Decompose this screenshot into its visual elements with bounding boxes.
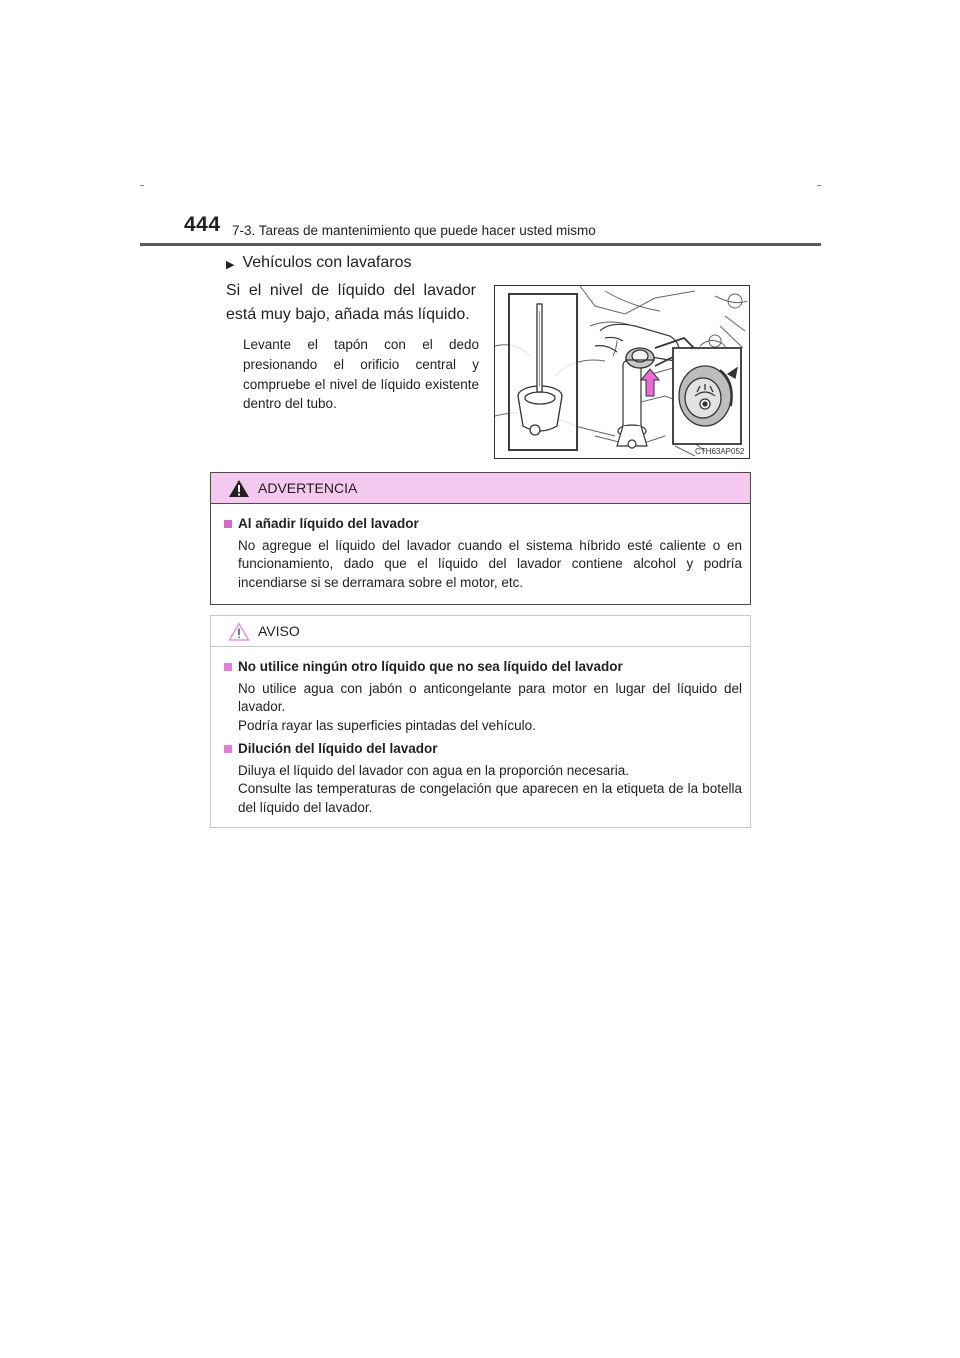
warning-title: ADVERTENCIA [258,480,358,496]
notice-item-line: Podría rayar las superficies pintadas del vehículo. [238,717,536,733]
square-bullet-icon [224,663,232,671]
vehicle-heading-text: Vehículos con lavafaros [242,254,412,271]
notice-item-title-text: Dilución del líquido del lavador [238,741,438,756]
notice-title: AVISO [258,623,300,639]
notice-item-text [224,680,742,736]
header-rule [140,243,821,246]
notice-item-title-text: No utilice ningún otro líquido que no sea líquido del lavador [238,659,623,674]
crop-mark-right [817,185,821,186]
notice-item-title [224,740,742,759]
page-number: 444 [184,213,221,236]
warning-body [211,504,750,592]
notice-item-line: Diluya el líquido del lavador con agua en la proporción necesaria. [238,762,629,778]
notice-item-line: Consulte las temperaturas de congelación que aparecen en la etiqueta de la botella del líquido del lavador. [238,781,742,815]
caution-icon [228,622,250,641]
instruction-paragraph: Levante el tapón con el dedo presionando el orificio central y compruebe el nivel de líquido existente dentro del tubo. [243,337,479,412]
washer-fluid-illustration [494,285,750,459]
notice-item-text [224,762,742,818]
square-bullet-icon [224,745,232,753]
triangle-bullet-icon: ▶ [226,258,235,271]
intro-paragraph: Si el nivel de líquido del lavador está muy bajo, añada más líquido. [226,282,476,323]
notice-body [211,647,750,817]
warning-box [210,472,751,605]
notice-item-line: No utilice agua con jabón o anticongelante para motor en lugar del líquido del lavador. [238,680,742,714]
notice-box [210,615,751,828]
square-bullet-icon [224,520,232,528]
notice-item-title [224,658,742,677]
figure-code: CTH63AP052 [695,447,745,456]
warning-item-title-text: Al añadir líquido del lavador [238,516,419,531]
notice-header [211,616,750,647]
vehicle-heading [226,254,411,272]
warning-item-text: No agregue el líquido del lavador cuando el sistema híbrido esté caliente o en funcionamiento, dado que el líquido del lavador contiene alcohol y podría incendiarse si se derramara sobre el motor, etc. [238,537,742,590]
warning-icon [228,479,250,498]
section-title: 7-3. Tareas de mantenimiento que puede hacer usted mismo [232,223,596,238]
warning-item-title [224,515,742,534]
warning-header [211,473,750,504]
illustration-svg [495,286,749,458]
crop-mark-left [140,185,144,186]
